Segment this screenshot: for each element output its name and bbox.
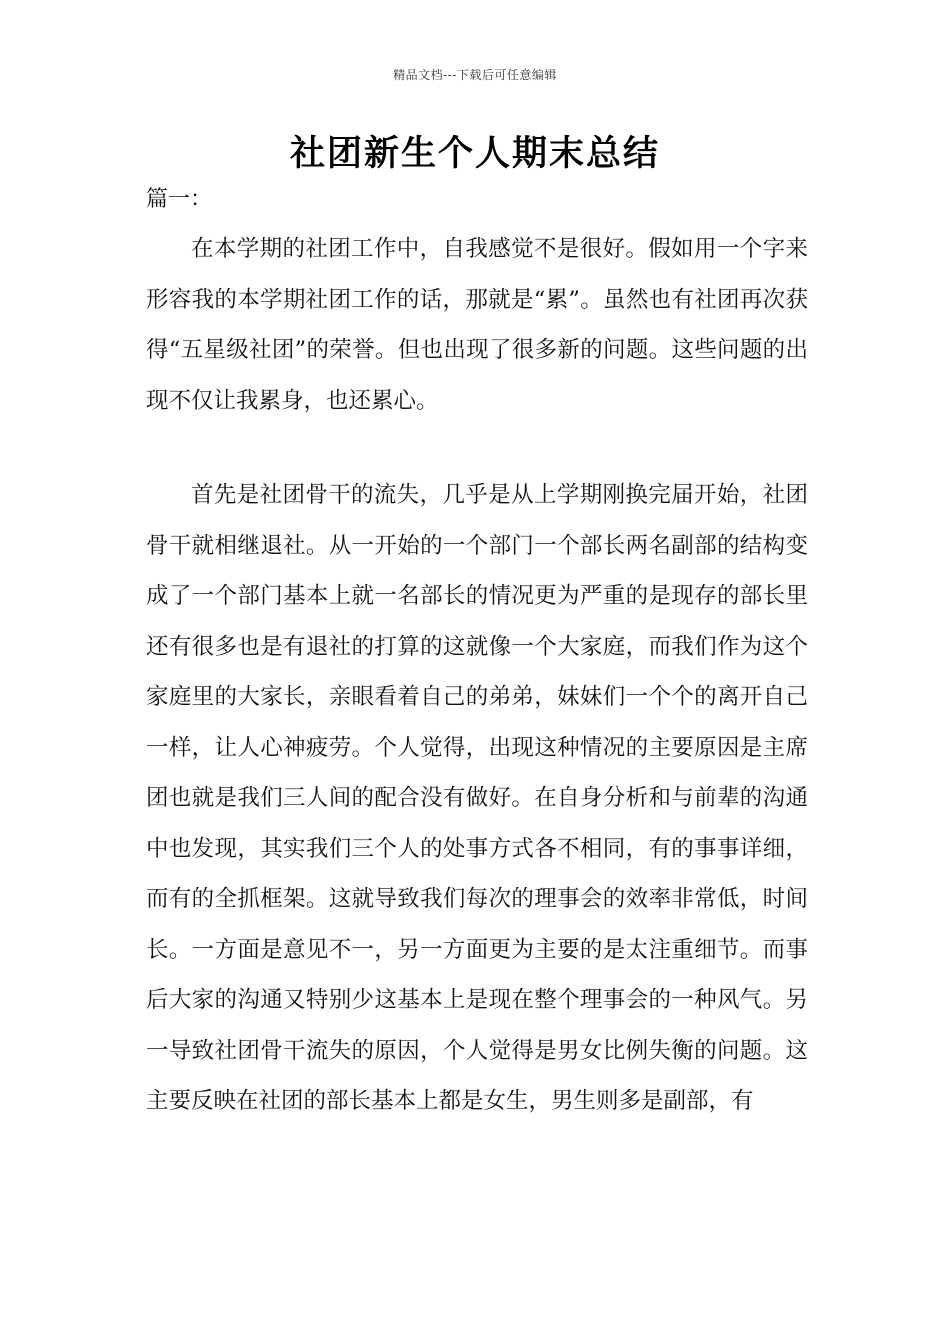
document-title: 社团新生个人期末总结 <box>289 133 660 174</box>
page-header: 精品文档---下载后可任意编辑 <box>393 68 557 82</box>
paragraph-1: 在本学期的社团工作中，自我感觉不是很好。假如用一个字来形容我的本学期社团工作的话，那就是“累”。虽然也有社团再次获得“五星级社团”的荣誉。但也出现了很多新的问题。这些问题的出现不仅让我累身，也还累心。 <box>146 236 808 414</box>
paragraph-container-1 <box>146 224 808 426</box>
paragraph-container-2 <box>146 470 808 1127</box>
paragraph-2: 首先是社团骨干的流失，几乎是从上学期刚换完届开始，社团骨干就相继退社。从一开始的一个部门一个部长两名副部的结构变成了一个部门基本上就一名部长的情况更为严重的是现存的部长里还有很多也是有退社的打算的这就像一个大家庭，而我们作为这个家庭里的大家长，亲眼看着自己的弟弟，妹妹们一个个的离开自己一样，让人心神疲劳。个人觉得，出现这种情况的主要原因是主席团也就是我们三人间的配合没有做好。在自身分析和与前辈的沟通中也发现，其实我们三个人的处事方式各不相同，有的事事详细，而有的全抓框架。这就导致我们每次的理事会的效率非常低，时间长。一方面是意见不一，另一方面更为主要的是太注重细节。而事后大家的沟通又特别少这基本上是现在整个理事会的一种风气。另一导致社团骨干流失的原因，个人觉得是男女比例失衡的问题。这主要反映在社团的部长基本上都是女生，男生则多是副部，有 <box>146 482 808 1114</box>
section-label: 篇一： <box>146 187 213 212</box>
